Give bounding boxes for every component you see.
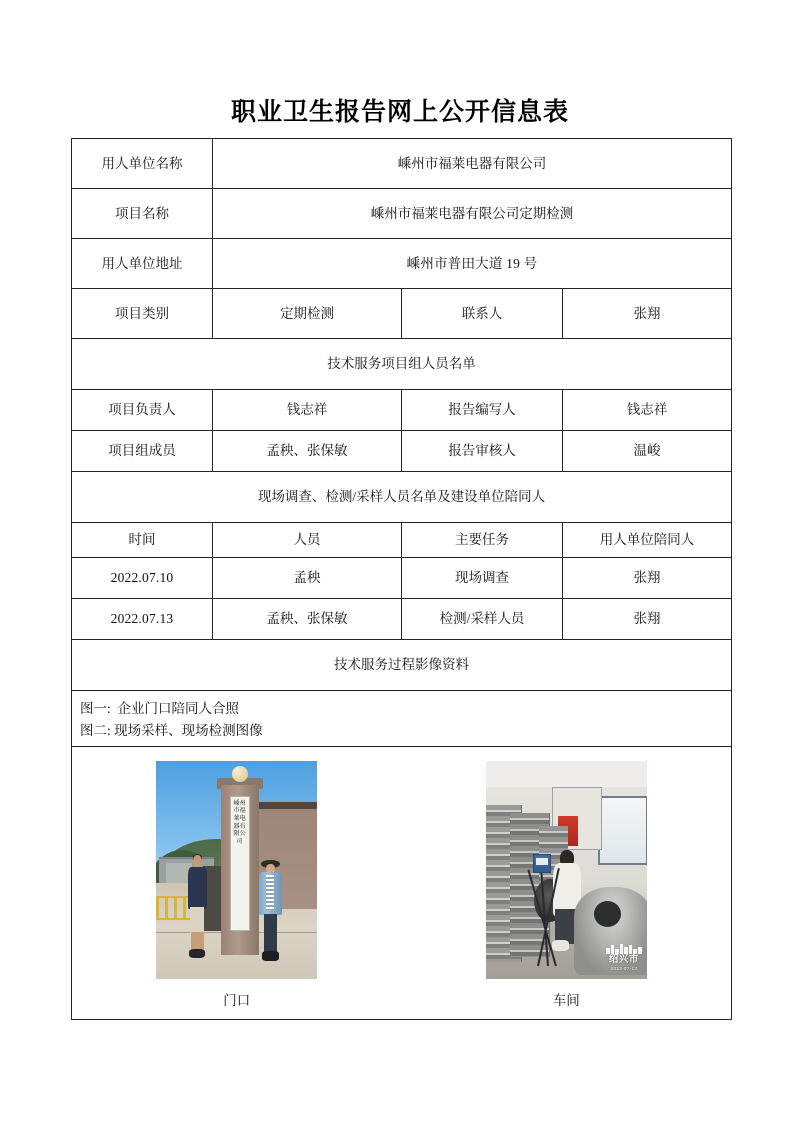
project-name-value: 嵊州市福莱电器有限公司定期检测 (213, 189, 732, 239)
table-row (72, 339, 732, 390)
person-inspector (256, 859, 285, 961)
media-line-1: 图一: 企业门口陪同人合照 (80, 701, 240, 716)
survey-escort: 张翔 (563, 599, 732, 640)
ceiling (486, 761, 647, 787)
photo-caption-workshop: 车间 (552, 993, 580, 1008)
shoes (262, 951, 278, 960)
table-row (72, 747, 732, 1020)
project-leader-label: 项目负责人 (72, 390, 213, 431)
table-row (72, 691, 732, 747)
survey-date: 2022.07.10 (72, 558, 213, 599)
employer-address-label: 用人单位地址 (72, 239, 213, 289)
survey-col-escort: 用人单位陪同人 (563, 523, 732, 558)
watermark-date: 2022-07-13 (610, 965, 638, 971)
survey-col-time: 时间 (72, 523, 213, 558)
table-row (72, 239, 732, 289)
person-escort (184, 855, 211, 960)
media-line-2: 图二: 现场采样、现场检测图像 (80, 722, 263, 738)
info-table (71, 138, 732, 1020)
contact-label: 联系人 (402, 289, 563, 339)
table-row (72, 472, 732, 523)
sampling-instrument (533, 854, 551, 873)
survey-task: 检测/采样人员 (402, 599, 563, 640)
photo-block-workshop (451, 761, 681, 1011)
drum-opening (594, 901, 621, 927)
trousers (264, 914, 277, 953)
watermark-city: 绍兴市 (608, 954, 639, 966)
survey-personnel: 孟秧 (213, 558, 402, 599)
survey-escort: 张翔 (563, 558, 732, 599)
report-writer-label: 报告编写人 (402, 390, 563, 431)
table-row (72, 640, 732, 691)
table-row (72, 599, 732, 640)
media-section-header: 技术服务过程影像资料 (72, 640, 732, 691)
window (598, 796, 646, 865)
photo-watermark (606, 944, 642, 972)
shorts (190, 907, 204, 934)
survey-date: 2022.07.13 (72, 599, 213, 640)
media-caption-list (72, 691, 732, 747)
report-reviewer-label: 报告审核人 (402, 431, 563, 472)
pillar-sphere (232, 766, 248, 782)
page-title: 职业卫生报告网上公开信息表 (230, 99, 569, 126)
project-type-label: 项目类别 (72, 289, 213, 339)
contact-value: 张翔 (563, 289, 732, 339)
team-members-value: 孟秧、张保敏 (213, 431, 402, 472)
survey-col-personnel: 人员 (213, 523, 402, 558)
head (193, 855, 202, 869)
employer-name-label: 用人单位名称 (72, 139, 213, 189)
photo-block-gate (122, 761, 352, 1011)
employer-address-value: 嵊州市普田大道 19 号 (213, 239, 732, 289)
team-section-header: 技术服务项目组人员名单 (72, 339, 732, 390)
survey-task: 现场调查 (402, 558, 563, 599)
table-row (72, 390, 732, 431)
instrument-display (536, 858, 548, 865)
team-members-label: 项目组成员 (72, 431, 213, 472)
company-sign-text: 嵊州市福莱电器有限公司 (233, 799, 246, 845)
survey-col-task: 主要任务 (402, 523, 563, 558)
report-reviewer-value: 温峻 (563, 431, 732, 472)
striped-shirt (266, 875, 274, 910)
sampling-tripod (529, 866, 564, 966)
survey-personnel: 孟秧、张保敏 (213, 599, 402, 640)
photo-gate (156, 761, 317, 979)
employer-name-value: 嵊州市福莱电器有限公司 (213, 139, 732, 189)
photos-container (72, 747, 731, 1011)
torso (188, 867, 207, 909)
table-row (72, 289, 732, 339)
project-leader-value: 钱志祥 (213, 390, 402, 431)
table-row (72, 431, 732, 472)
table-row (72, 139, 732, 189)
table-header-row (72, 523, 732, 558)
shoes (189, 949, 205, 958)
report-writer-value: 钱志祥 (563, 390, 732, 431)
table-row (72, 189, 732, 239)
skyline-icon (606, 944, 642, 954)
table-row (72, 558, 732, 599)
survey-section-header: 现场调查、检测/采样人员名单及建设单位陪同人 (72, 472, 732, 523)
photos-cell (72, 747, 732, 1020)
photo-caption-gate: 门口 (223, 993, 251, 1008)
project-type-value: 定期检测 (213, 289, 402, 339)
project-name-label: 项目名称 (72, 189, 213, 239)
photo-workshop (486, 761, 647, 979)
company-sign (230, 796, 250, 931)
